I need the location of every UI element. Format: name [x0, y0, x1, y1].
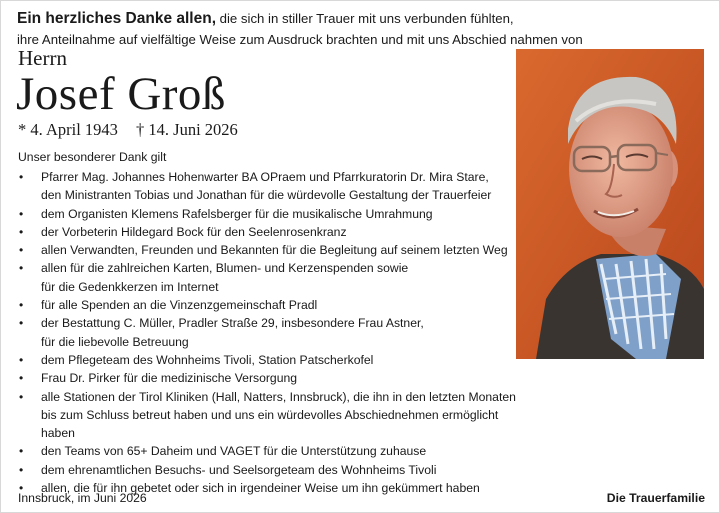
- list-item-line: bis zum Schluss betreut haben und uns ein würdevolles Abschiednehmen ermöglicht haben: [41, 407, 499, 441]
- list-item: [18, 461, 518, 479]
- list-item: [18, 442, 518, 460]
- list-item-line: Frau Dr. Pirker für die medizinische Versorgung: [41, 371, 298, 386]
- list-item-line: für die liebevolle Betreuung: [41, 334, 189, 349]
- bullet-icon: •: [19, 298, 24, 313]
- list-item-line: für alle Spenden an die Vinzenzgemeinschaft Pradl: [41, 298, 318, 313]
- list-item-line: der Bestattung C. Müller, Pradler Straße 29, insbesondere Frau Astner,: [41, 316, 424, 331]
- death-date: † 14. Juni 2026: [136, 120, 238, 139]
- list-item-line: den Teams von 65+ Daheim und VAGET für die Unterstützung zuhause: [41, 444, 427, 459]
- place-date: Innsbruck, im Juni 2026: [18, 491, 147, 505]
- bullet-icon: •: [19, 371, 24, 386]
- bullet-icon: •: [19, 462, 24, 477]
- bullet-icon: •: [19, 316, 24, 331]
- bullet-icon: •: [19, 481, 24, 496]
- list-item: [18, 168, 518, 205]
- list-item-line: dem Pflegeteam des Wohnheims Tivoli, Station Patscherkofel: [41, 352, 374, 367]
- list-item: [18, 241, 518, 259]
- bullet-icon: •: [19, 261, 24, 276]
- list-item-line: alle Stationen der Tirol Kliniken (Hall, Natters, Innsbruck), die ihn in den letzten Monaten: [41, 389, 516, 404]
- list-item: [18, 296, 518, 314]
- bullet-icon: •: [19, 444, 24, 459]
- headline: [17, 8, 707, 50]
- list-item-line: für die Gedenkkerzen im Internet: [41, 279, 219, 294]
- thanks-intro: Unser besonderer Dank gilt: [18, 150, 167, 164]
- list-item: [18, 205, 518, 223]
- bullet-icon: •: [19, 389, 24, 404]
- headline-rest: die sich in stiller Trauer mit uns verbunden fühlten,: [216, 11, 514, 26]
- list-item-line: den Ministranten Tobias und Jonathan für die würdevolle Gestaltung der Trauerfeier: [41, 188, 492, 203]
- list-item: [18, 369, 518, 387]
- bullet-icon: •: [19, 352, 24, 367]
- list-item-line: Pfarrer Mag. Johannes Hohenwarter BA OPraem und Pfarrkuratorin Dr. Mira Stare,: [41, 170, 489, 184]
- signature: Die Trauerfamilie: [606, 491, 705, 505]
- list-item-line: allen Verwandten, Freunden und Bekannten für die Begleitung auf seinem letzten Weg: [41, 243, 508, 258]
- birth-date: * 4. April 1943: [18, 120, 118, 139]
- list-item: [18, 351, 518, 369]
- life-dates: [18, 120, 252, 140]
- bullet-icon: •: [19, 170, 24, 184]
- bullet-icon: •: [19, 206, 24, 221]
- list-item: [18, 223, 518, 241]
- list-item-line: der Vorbeterin Hildegard Bock für den Seelenrosenkranz: [41, 224, 347, 239]
- portrait-photo: [516, 49, 704, 359]
- list-item: [18, 314, 518, 351]
- thanks-list: [18, 168, 518, 497]
- bullet-icon: •: [19, 243, 24, 258]
- bullet-icon: •: [19, 224, 24, 239]
- deceased-name: Josef Groß: [16, 68, 226, 120]
- salutation: Herrn: [18, 46, 67, 70]
- list-item-line: allen, die für ihn gebetet oder sich in irgendeiner Weise um ihn gekümmert haben: [41, 481, 480, 496]
- list-item: [18, 259, 518, 296]
- headline-line2: ihre Anteilnahme auf vielfältige Weise zum Ausdruck brachten und mit uns Abschied nahmen von: [17, 32, 583, 47]
- list-item-line: dem ehrenamtlichen Besuchs- und Seelsorgeteam des Wohnheims Tivoli: [41, 462, 437, 477]
- headline-bold: Ein herzliches Danke allen,: [17, 10, 216, 27]
- list-item-line: allen für die zahlreichen Karten, Blumen- und Kerzenspenden sowie: [41, 261, 409, 276]
- list-item-line: dem Organisten Klemens Rafelsberger für die musikalische Umrahmung: [41, 206, 433, 221]
- list-item: [18, 388, 518, 443]
